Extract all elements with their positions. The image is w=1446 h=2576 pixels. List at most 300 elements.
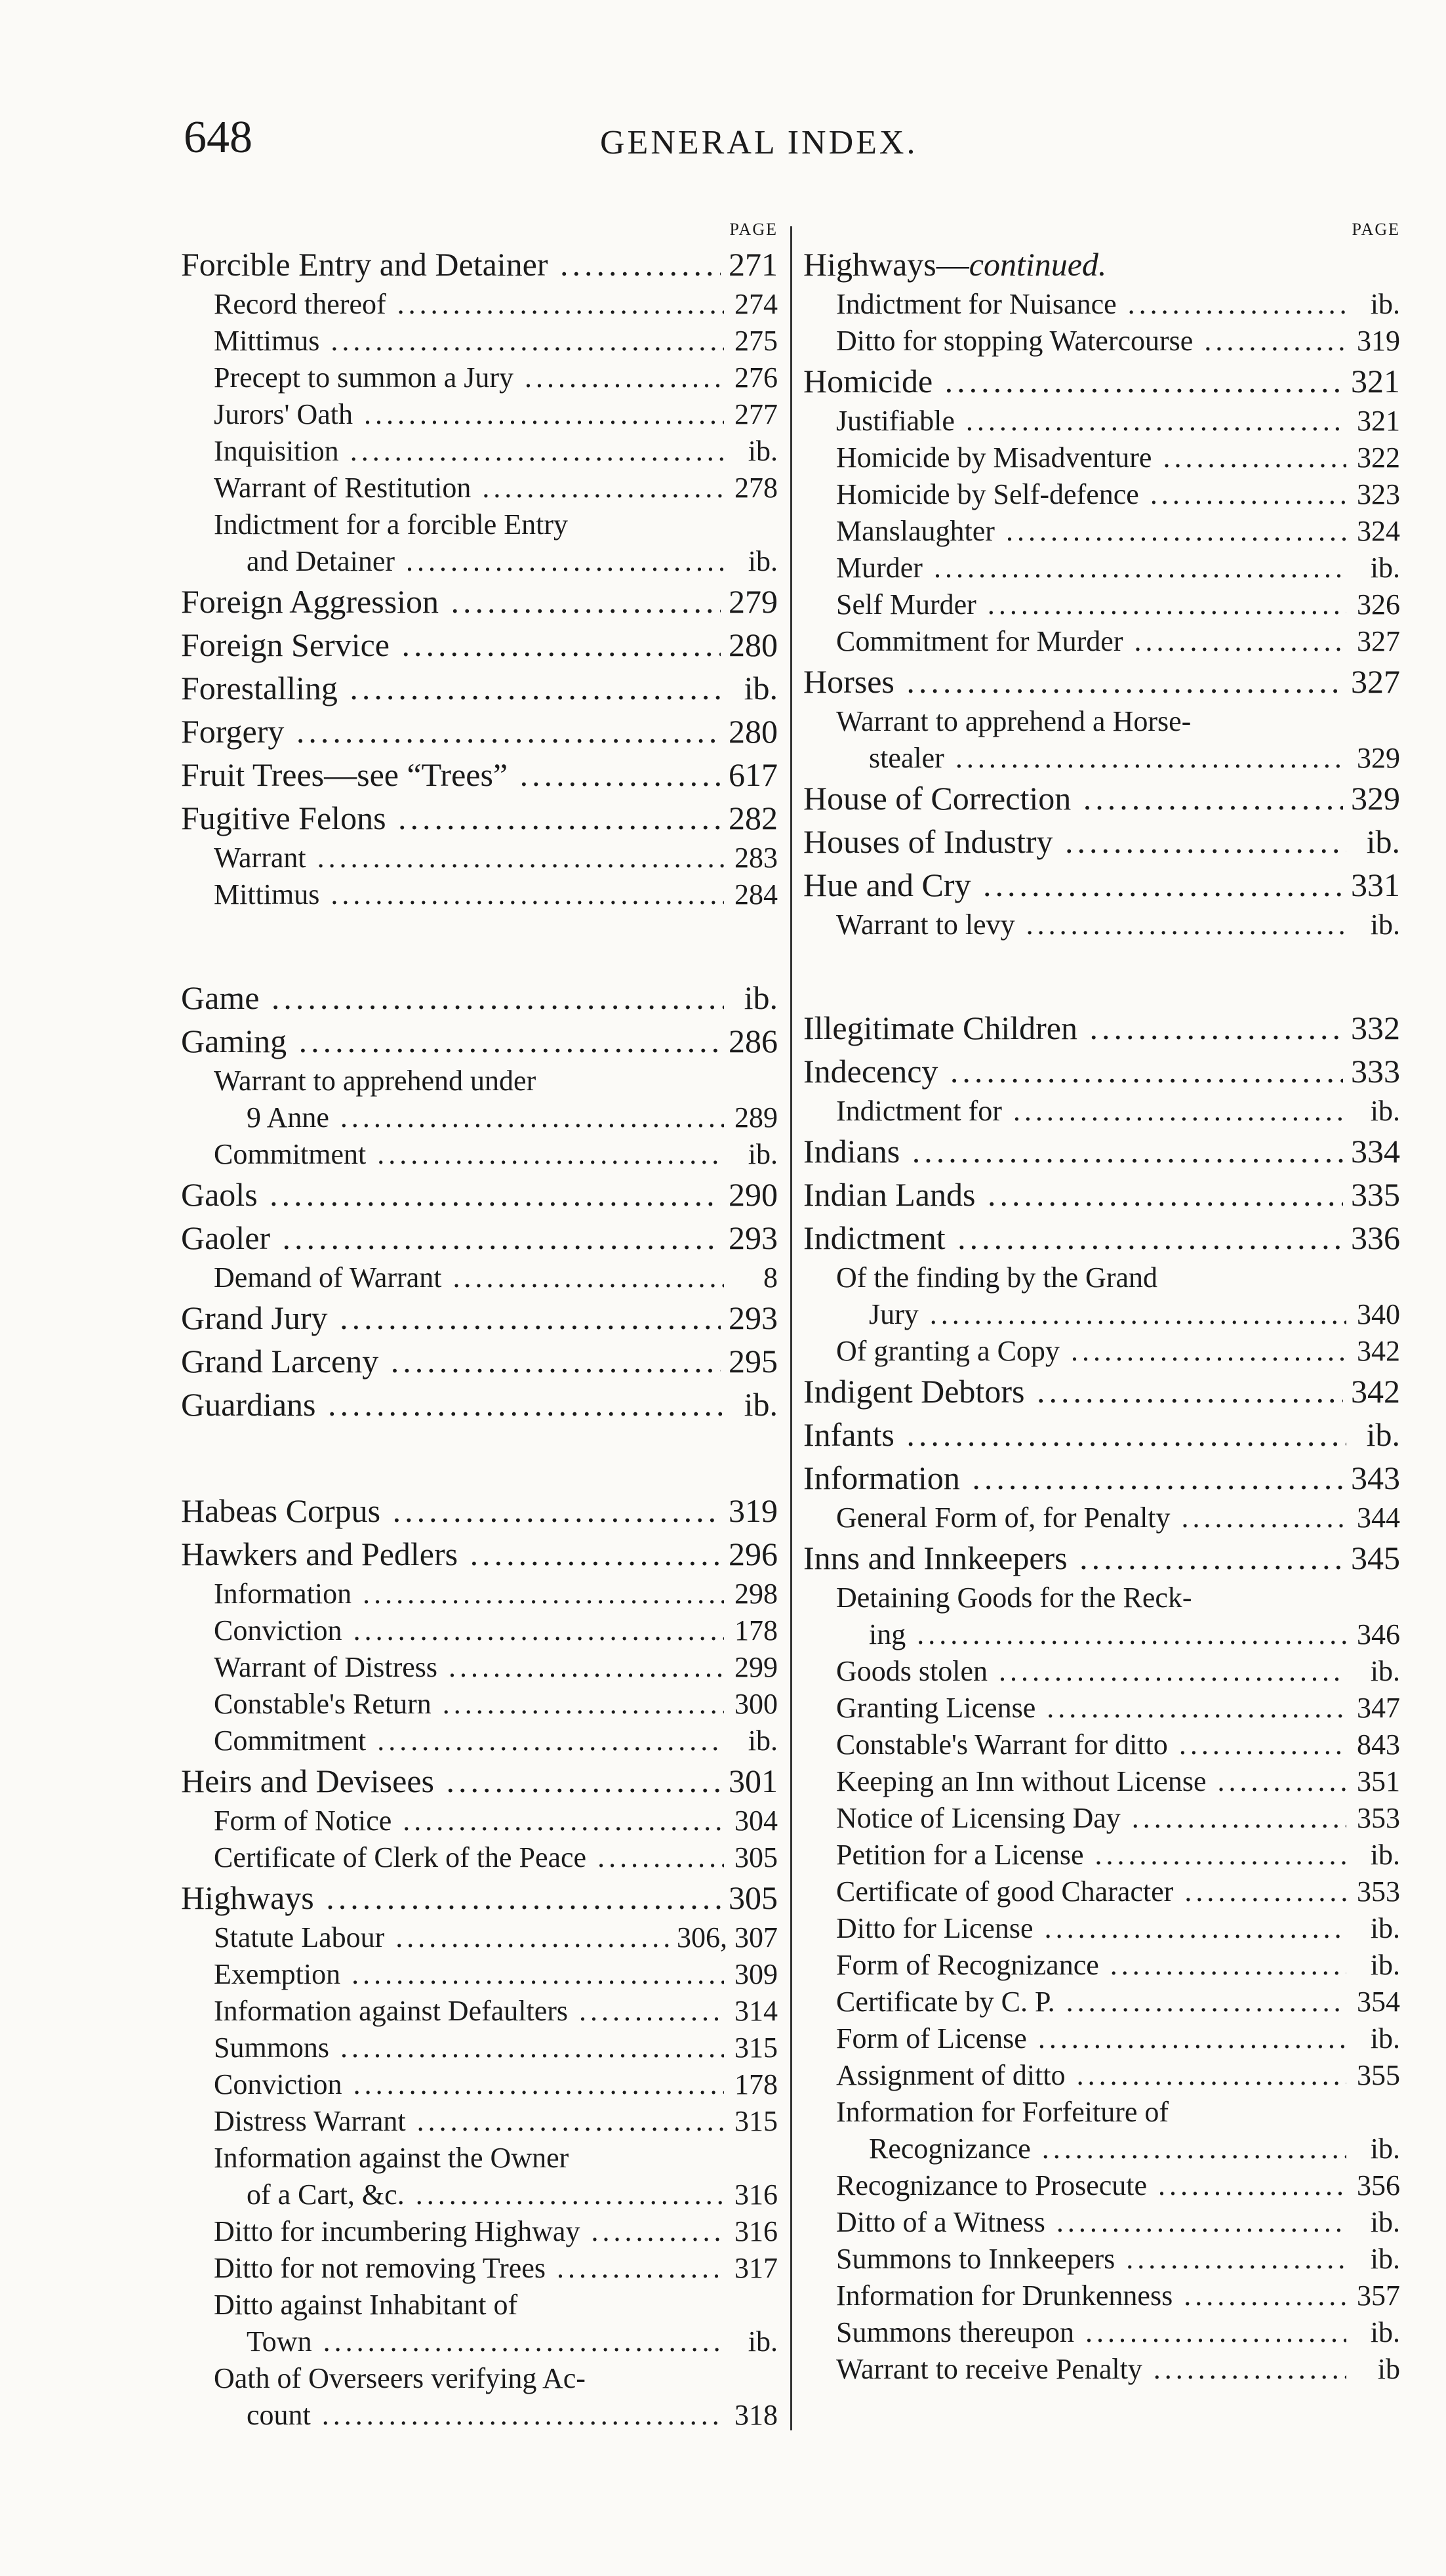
entry-label: Forestalling ..... [181,666,724,710]
index-entry [803,863,1400,907]
index-entry [803,820,1400,863]
entry-page-ref: ib. [1370,1839,1400,1871]
index-subentry [803,1259,1400,1296]
entry-label: Warrant to apprehend a Horse- [836,705,1192,737]
index-entry [803,359,1400,403]
entry-page-ref: 316 [734,2215,778,2247]
index-subentry [181,470,778,506]
index-subentry [803,1910,1400,1947]
entry-page-ref: ib. [748,1725,778,1757]
index-entry [803,1130,1400,1173]
index-subentry [803,403,1400,440]
entry-label: Warrant to apprehend under [214,1065,536,1097]
entry-page-ref: ib. [1370,2022,1400,2055]
entry-page-ref: 295 [729,1343,778,1380]
index-subentry [803,703,1400,740]
index-subentry [803,1873,1400,1910]
entry-page-ref: 305 [734,1841,778,1873]
entry-label: Ditto for not removing Trees ..... [214,2250,724,2287]
entry-page-ref: 327 [1357,625,1400,657]
index-entry [181,710,778,753]
entry-label: Conviction ..... [214,2066,724,2103]
column-divider [790,226,792,2430]
entry-page-ref: 271 [729,246,778,283]
index-entry [803,1216,1400,1259]
entry-page-ref: 298 [734,1578,778,1610]
entry-label: Heirs and Devisees ..... [181,1759,721,1803]
entry-label: Jury ..... [869,1296,1346,1333]
entry-page-ref: 351 [1357,1765,1400,1797]
entry-label: Indecency ..... [803,1050,1343,1093]
index-entry [181,666,778,710]
index-subentry [803,907,1400,943]
index-subentry [181,2287,778,2323]
entry-page-ref: 314 [734,1995,778,2027]
entry-page-ref: 275 [734,325,778,357]
index-subentry [181,506,778,543]
entry-page-ref: 280 [729,626,778,663]
entry-page-ref: ib. [748,435,778,467]
index-entry [181,580,778,623]
entry-page-ref: ib. [1370,552,1400,584]
entry-page-ref: ib. [1366,1416,1400,1453]
entry-label: Gaming ..... [181,1019,721,1063]
entry-label: Houses of Industry ..... [803,820,1346,863]
entry-label: Of granting a Copy ..... [836,1333,1346,1370]
entry-label: Gaols ..... [181,1173,721,1216]
entry-label: Hue and Cry ..... [803,863,1343,907]
entry-label: Warrant to receive Penalty ..... [836,2351,1346,2388]
entry-label: Warrant to levy ..... [836,907,1346,943]
entry-label: Indians ..... [803,1130,1343,1173]
entry-page-ref: 345 [1351,1540,1400,1576]
index-subentry [803,2241,1400,2278]
entry-page-ref: 356 [1357,2169,1400,2201]
entry-label: House of Correction ..... [803,777,1343,820]
entry-page-ref: 357 [1357,2280,1400,2312]
entry-page-ref: ib. [1370,2206,1400,2238]
index-entry [803,1413,1400,1456]
entry-label: Grand Jury ..... [181,1296,721,1339]
index-subentry [803,440,1400,476]
entry-page-ref: ib. [744,979,778,1016]
entry-page-ref: 276 [734,361,778,394]
index-entry [803,1173,1400,1216]
entry-page-ref: 329 [1351,780,1400,817]
entry-label: Form of Notice ..... [214,1803,724,1839]
entry-page-ref: 280 [729,713,778,750]
entry-label: Illegitimate Children ..... [803,1006,1343,1050]
entry-label: Ditto for License ..... [836,1910,1346,1947]
index-entry [181,1339,778,1383]
entry-page-ref: 340 [1357,1298,1400,1330]
index-subentry [181,1136,778,1173]
entry-page-ref: 316 [734,2178,778,2211]
entry-page-ref: 329 [1357,742,1400,774]
entry-page-ref: ib. [1370,1912,1400,1944]
entry-page-ref: 322 [1357,441,1400,474]
entry-page-ref: 321 [1357,405,1400,437]
index-subentry [181,2140,778,2177]
index-subentry [181,1956,778,1993]
entry-page-ref: 346 [1357,1618,1400,1650]
entry-page-ref: 331 [1351,867,1400,903]
entry-page-ref: 335 [1351,1176,1400,1213]
entry-page-ref: ib. [748,1138,778,1170]
entry-label: Certificate by C. P. ..... [836,1984,1346,2020]
entry-page-ref: 301 [729,1763,778,1799]
index-subentry [181,1686,778,1723]
index-subentry [181,359,778,396]
entry-page-ref: ib. [1370,909,1400,941]
entry-page-ref: 321 [1351,363,1400,399]
index-subentry [181,2250,778,2287]
entry-label: Statute Labour ..... [214,1919,669,1956]
entry-label: Indian Lands ..... [803,1173,1343,1216]
entry-label: Warrant of Restitution ..... [214,470,724,506]
index-subentry [803,2020,1400,2057]
entry-page-ref: 324 [1357,515,1400,547]
index-subentry [803,2167,1400,2204]
entry-page-ref: 319 [729,1492,778,1529]
entry-page-ref: ib. [1370,2133,1400,2165]
entry-page-ref: 353 [1357,1875,1400,1908]
page-column-label: PAGE [1352,220,1400,239]
entry-page-ref: 274 [734,288,778,320]
index-entry [181,1489,778,1532]
entry-label: Oath of Overseers verifying Ac- [214,2362,586,2394]
index-subentry [803,740,1400,777]
index-entry [181,1216,778,1259]
index-subentry [803,1763,1400,1800]
entry-label: Fruit Trees—see “Trees” ..... [181,753,721,796]
entry-page-ref: 317 [734,2252,778,2284]
index-subentry [181,396,778,433]
index-subentry [803,513,1400,550]
index-subentry [803,586,1400,623]
entry-label: Assignment of ditto ..... [836,2057,1346,2094]
entry-label: Hawkers and Pedlers ..... [181,1532,721,1576]
entry-page-ref: ib. [1366,823,1400,860]
entry-label: Horses ..... [803,660,1343,703]
entry-label: ing ..... [869,1616,1346,1653]
entry-label: Forgery ..... [181,710,721,753]
entry-label: Certificate of good Character ..... [836,1873,1346,1910]
entry-label: Notice of Licensing Day ..... [836,1800,1346,1837]
entry-label: Granting License ..... [836,1690,1346,1727]
entry-page-ref: 333 [1351,1053,1400,1090]
entry-page-ref: 284 [734,878,778,910]
index-subentry [181,1839,778,1876]
index-subentry [181,1649,778,1686]
entry-label: Self Murder ..... [836,586,1346,623]
index-subentry [181,2360,778,2397]
index-subentry [181,1063,778,1099]
entry-label: Manslaughter ..... [836,513,1346,550]
index-entry [181,243,778,286]
entry-label: Homicide ..... [803,359,1343,403]
index-subentry [181,840,778,876]
entry-label: Highways—continued. [803,246,1107,283]
entry-label: Form of Recognizance ..... [836,1947,1346,1984]
entry-label: Warrant ..... [214,840,724,876]
entry-label: Forcible Entry and Detainer ..... [181,243,721,286]
running-head: GENERAL INDEX. [600,124,918,161]
entry-label: count ..... [247,2397,724,2434]
entry-label: Fugitive Felons ..... [181,796,721,840]
section-gap [181,913,778,976]
index-entry [803,1370,1400,1413]
entry-page-ref: 344 [1357,1502,1400,1534]
entry-label: Infants ..... [803,1413,1346,1456]
entry-page-ref: 354 [1357,1986,1400,2018]
index-subentry [181,2177,778,2213]
index-subentry [181,2030,778,2066]
entry-label: 9 Anne ..... [247,1099,724,1136]
index-entry [803,777,1400,820]
index-subentry [803,550,1400,586]
entry-label: Homicide by Self-defence ..... [836,476,1346,513]
index-entry [181,976,778,1019]
index-subentry [803,323,1400,359]
entry-label: Foreign Aggression ..... [181,580,721,623]
entry-page-ref: ib. [1370,1949,1400,1981]
index-subentry [803,2204,1400,2241]
entry-label: Information for Forfeiture of [836,2096,1169,2128]
entry-page-ref: ib. [1370,1095,1400,1127]
entry-label: Mittimus ..... [214,876,724,913]
entry-page-ref: ib. [1370,288,1400,320]
index-subentry [803,1837,1400,1873]
entry-label: Of the finding by the Grand [836,1261,1157,1294]
entry-page-ref: 319 [1357,325,1400,357]
entry-page-ref: 178 [734,2068,778,2100]
entry-label: Certificate of Clerk of the Peace ..... [214,1839,724,1876]
entry-page-ref: ib. [748,2325,778,2358]
entry-label: Information against Defaulters ..... [214,1993,724,2030]
index-entry [181,1532,778,1576]
index-subentry [181,2213,778,2250]
entry-page-ref: 347 [1357,1692,1400,1724]
index-subentry [181,2397,778,2434]
entry-label: Commitment for Murder ..... [836,623,1346,660]
entry-page-ref: 342 [1357,1335,1400,1367]
entry-label: Warrant of Distress ..... [214,1649,724,1686]
entry-page-ref: 178 [734,1614,778,1646]
index-subentry [803,1093,1400,1130]
index-subentry [803,1690,1400,1727]
index-subentry [181,2323,778,2360]
index-subentry [803,1580,1400,1616]
entry-page-ref: 315 [734,2032,778,2064]
index-subentry [803,1653,1400,1690]
entry-label: Game ..... [181,976,724,1019]
entry-page-ref: 327 [1351,663,1400,700]
index-subentry [803,1616,1400,1653]
entry-page-ref: 323 [1357,478,1400,510]
entry-label: Precept to summon a Jury ..... [214,359,724,396]
entry-label: stealer ..... [869,740,1346,777]
entry-label: Town ..... [247,2323,724,2360]
index-entry [803,1536,1400,1580]
index-subentry [181,323,778,359]
index-subentry [803,286,1400,323]
index-entry [181,1173,778,1216]
entry-label: Summons thereupon ..... [836,2314,1346,2351]
entry-page-ref: 290 [729,1176,778,1213]
entry-label: Ditto for incumbering Highway ..... [214,2213,724,2250]
entry-label: and Detainer ..... [247,543,724,580]
entry-label: Constable's Warrant for ditto ..... [836,1727,1346,1763]
entry-page-ref: 342 [1351,1373,1400,1410]
entry-label: Commitment ..... [214,1723,724,1759]
entry-label: Summons ..... [214,2030,724,2066]
entry-page-ref: 306, 307 [677,1921,778,1953]
entry-page-ref: ib. [1370,2243,1400,2275]
entry-label: Constable's Return ..... [214,1686,724,1723]
entry-label: Indigent Debtors ..... [803,1370,1343,1413]
entry-page-ref: ib. [744,670,778,706]
index-subentry [181,1803,778,1839]
entry-label: Commitment ..... [214,1136,724,1173]
index-subentry [803,2351,1400,2388]
page-number: 648 [184,112,252,163]
entry-label: Guardians ..... [181,1383,724,1426]
index-subentry [181,1723,778,1759]
entry-page-ref: ib. [1370,1655,1400,1687]
entry-label: Highways ..... [181,1876,721,1919]
entry-page-ref: 326 [1357,588,1400,621]
entry-page-ref: 309 [734,1958,778,1990]
index-entry [181,753,778,796]
entry-label: General Form of, for Penalty ..... [836,1500,1346,1536]
index-subentry [803,476,1400,513]
entry-page-ref: 286 [729,1023,778,1059]
entry-label: Information ..... [214,1576,724,1612]
entry-label: Summons to Innkeepers ..... [836,2241,1346,2278]
entry-page-ref: ib. [744,1386,778,1423]
entry-page-ref: 293 [729,1299,778,1336]
entry-label: Information against the Owner [214,2142,569,2174]
entry-page-ref: 300 [734,1688,778,1720]
entry-label: Petition for a License ..... [836,1837,1346,1873]
entry-page-ref: 278 [734,472,778,504]
entry-page-ref: 315 [734,2105,778,2137]
index-subentry [181,2103,778,2140]
entry-label: Indictment for a forcible Entry [214,508,569,541]
index-subentry [803,623,1400,660]
index-subentry [181,433,778,470]
index-entry [181,623,778,666]
entry-label: Indictment ..... [803,1216,1343,1259]
entry-page-ref: 336 [1351,1219,1400,1256]
entry-page-ref: 304 [734,1805,778,1837]
index-subentry [803,1727,1400,1763]
index-subentry [181,1919,778,1956]
index-subentry [181,543,778,580]
entry-page-ref: 282 [729,800,778,836]
page-column-label: PAGE [729,220,778,239]
entry-page-ref: 843 [1357,1728,1400,1761]
entry-label: Form of License ..... [836,2020,1346,2057]
entry-page-ref: ib. [1370,2316,1400,2348]
index-subentry [803,2057,1400,2094]
entry-label: Ditto against Inhabitant of [214,2289,518,2321]
entry-page-ref: 305 [729,1879,778,1916]
entry-label: Keeping an Inn without License ..... [836,1763,1346,1800]
index-entry [181,1019,778,1063]
index-entry [803,243,1400,286]
entry-label: Inquisition ..... [214,433,724,470]
entry-label: Information ..... [803,1456,1343,1500]
entry-page-ref: 283 [734,842,778,874]
index-entry [181,1876,778,1919]
entry-label: Detaining Goods for the Reck- [836,1582,1192,1614]
entry-label: Information for Drunkenness ..... [836,2278,1346,2314]
entry-label: Ditto for stopping Watercourse ..... [836,323,1346,359]
entry-label: Jurors' Oath ..... [214,396,724,433]
index-entry [803,1456,1400,1500]
entry-page-ref: 318 [734,2399,778,2431]
index-subentry [803,1500,1400,1536]
index-entry [181,1759,778,1803]
index-subentry [803,1984,1400,2020]
index-entry [181,796,778,840]
section-gap [803,943,1400,1006]
index-entry [803,660,1400,703]
entry-page-ref: 8 [763,1261,778,1294]
entry-label: Habeas Corpus ..... [181,1489,721,1532]
entry-label: Gaoler ..... [181,1216,721,1259]
index-subentry [803,2094,1400,2131]
entry-page-ref: 289 [734,1101,778,1134]
index-subentry [181,1099,778,1136]
index-entry [803,1006,1400,1050]
index-subentry [181,2066,778,2103]
entry-page-ref: 293 [729,1219,778,1256]
index-entry [803,1050,1400,1093]
entry-page-ref: 355 [1357,2059,1400,2091]
entry-label: Homicide by Misadventure ..... [836,440,1346,476]
index-subentry [803,1800,1400,1837]
entry-label: Exemption ..... [214,1956,724,1993]
entry-page-ref: 296 [729,1536,778,1572]
entry-page-ref: 332 [1351,1010,1400,1046]
entry-page-ref: 277 [734,398,778,430]
index-entry [181,1296,778,1339]
index-subentry [181,1993,778,2030]
index-subentry [803,1333,1400,1370]
entry-page-ref: 299 [734,1651,778,1683]
entry-label: Recognizance to Prosecute ..... [836,2167,1346,2204]
entry-page-ref: 353 [1357,1802,1400,1834]
entry-label: of a Cart, &c. ..... [247,2177,724,2213]
entry-label: Indictment for Nuisance ..... [836,286,1346,323]
index-column-left [181,216,778,2434]
index-subentry [181,1612,778,1649]
index-subentry [181,876,778,913]
entry-label: Ditto of a Witness ..... [836,2204,1346,2241]
index-subentry [803,1947,1400,1984]
index-subentry [803,2278,1400,2314]
index-subentry [803,2314,1400,2351]
entry-label: Conviction ..... [214,1612,724,1649]
entry-label: Grand Larceny ..... [181,1339,721,1383]
entry-label: Record thereof ..... [214,286,724,323]
index-subentry [181,286,778,323]
index-subentry [803,2131,1400,2167]
index-subentry [181,1576,778,1612]
